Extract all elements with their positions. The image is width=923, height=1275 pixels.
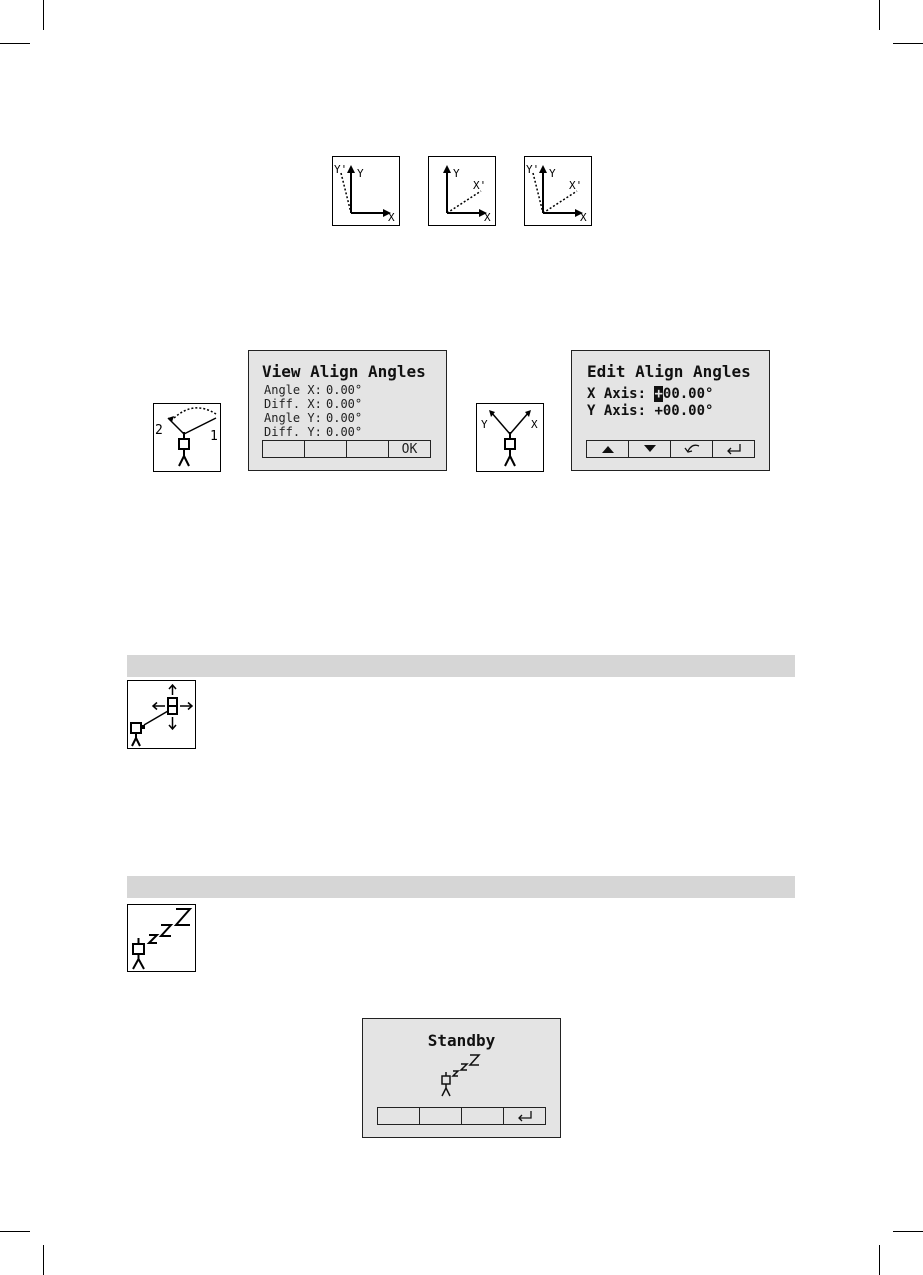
x-prime-label: X' [473,179,487,192]
y-axis-value[interactable]: +00.00° [654,403,714,419]
enter-button[interactable] [503,1107,546,1125]
crop-mark [43,0,44,30]
angle-y-row [264,412,362,425]
crop-mark [879,0,880,30]
crop-mark [893,43,923,44]
y-axis-label: Y [481,418,488,431]
point-1-label: 1 [210,429,218,444]
section-header-bar [127,655,795,677]
row-value: 0.00° [326,411,363,425]
manual-move-icon [127,680,196,749]
crop-mark [879,1245,880,1275]
softkey-3[interactable] [346,440,389,458]
y-axis-label: Y Axis: [587,403,647,419]
y-prime-label: Y' [526,163,540,176]
arrow-down-icon [643,444,657,454]
enter-icon [725,443,743,455]
row-label: Diff. X: [264,397,322,411]
rotate-x-axis-icon [428,156,496,226]
diff-x-row [264,398,362,411]
measure-two-points-icon [153,403,221,472]
y-axis-label: Y [453,167,460,180]
screen-title: Edit Align Angles [587,362,751,381]
softkey-bar [262,440,430,458]
enter-icon [516,1110,534,1122]
softkey-1[interactable] [377,1107,420,1125]
row-label: Angle Y: [264,411,322,425]
x-axis-row [587,386,713,402]
x-axis-label: X [580,211,587,224]
row-value: 0.00° [326,383,363,397]
edit-align-screen [571,350,770,471]
softkey-1[interactable] [262,440,305,458]
standby-icon [439,1053,483,1099]
row-label: Angle X: [264,383,322,397]
x-axis-label: X Axis: [587,386,647,402]
crop-mark [893,1231,923,1232]
x-axis-label: X [484,211,491,224]
softkey-3[interactable] [461,1107,504,1125]
y-axis-row [587,403,713,419]
arrow-down-button[interactable] [628,440,671,458]
y-axis-label: Y [357,167,364,180]
arrow-up-icon [601,444,615,454]
section-header-bar [127,876,795,898]
screen-title: Standby [427,1031,496,1050]
point-2-label: 2 [155,423,163,438]
view-align-screen [248,350,447,471]
row-label: Diff. Y: [264,425,322,439]
crop-mark [0,43,30,44]
rotate-both-axes-icon [524,156,592,226]
undo-icon [683,442,701,456]
diff-y-row [264,426,362,439]
y-axis-label: Y [549,167,556,180]
angle-x-row [264,384,362,397]
screen-title: View Align Angles [262,362,426,381]
x-prime-label: X' [569,179,583,192]
enter-button[interactable] [712,440,755,458]
edit-cursor[interactable]: + [654,386,663,402]
softkey-bar [586,440,754,458]
ok-button[interactable]: OK [388,440,431,458]
x-axis-value[interactable]: 00.00° [662,386,714,402]
arrow-up-button[interactable] [586,440,629,458]
y-prime-label: Y' [334,163,348,176]
x-axis-label: X [531,418,538,431]
standby-screen [362,1018,561,1138]
softkey-bar [377,1107,545,1125]
softkey-2[interactable] [419,1107,462,1125]
row-value: 0.00° [326,425,363,439]
rotate-y-axis-icon [332,156,400,226]
x-axis-label: X [388,211,395,224]
softkey-2[interactable] [304,440,347,458]
crop-mark [43,1245,44,1275]
standby-icon [127,904,196,972]
row-value: 0.00° [326,397,363,411]
xy-axes-laser-icon [476,403,544,472]
crop-mark [0,1231,30,1232]
undo-button[interactable] [670,440,713,458]
